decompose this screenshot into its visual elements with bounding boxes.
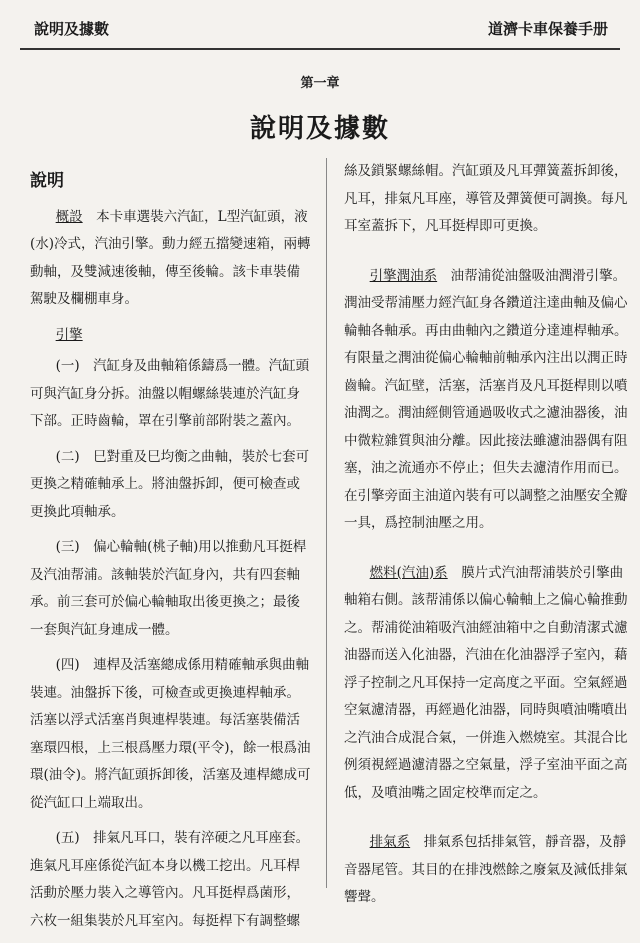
chapter-title: 說明及據數	[249, 114, 390, 144]
exhaust-heading: 排氣系	[369, 834, 411, 850]
overview-text: 本卡車選裝六汽缸，L型汽缸頭，液(水)冷式，汽油引擎。動力經五擋變速箱，兩轉動軸，及雙減速後軸，傳至後輪。該卡車裝備駕駛及欄棚車身。	[30, 208, 311, 307]
running-head-left: 說明及據數	[34, 20, 110, 38]
header-rule	[20, 48, 620, 50]
lubrication-heading: 引擎潤油系	[369, 267, 438, 284]
engine-item-2: (二) 巳對重及巳均衡之曲軸，裝於七套可更換之精確軸承上。將油盤拆卸，便可檢查或更換此項軸承。	[30, 448, 310, 520]
right-column	[344, 158, 634, 920]
fuel-text: 膜片式汽油帮浦裝於引擎曲軸箱右側。該帮浦係以偏心輪軸上之偏心輪推動之。帮浦從油箱吸汽油經油箱中之自動清潔式濾油器而送入化油器，汽油在化油器浮子室內，藉浮子控制之凡耳保持一定高度之平面。空氣經過空氣濾清器，再經過化油器，同時與噴油嘴噴出之汽油合成混合氣，一併進入燃燒室。其混合比例須視經過濾清器之空氣量，浮子室油平面之高低，及噴油嘴之固定校準而定之。	[344, 564, 628, 801]
left-column	[30, 168, 312, 943]
engine-item-5: (五) 排氣凡耳口，裝有淬硬之凡耳座套。進氣凡耳座係從汽缸本身以機工挖出。凡耳桿活動於壓力裝入之導管內。凡耳挺桿爲菌形，六枚一組集裝於凡耳室內。每挺桿下有調整螺	[30, 830, 310, 929]
fuel-paragraph	[344, 560, 634, 808]
valve-continuation: 絲及鎖緊螺絲帽。汽缸頭及凡耳彈簧蓋拆卸後，凡耳，排氣凡耳座，導管及彈簧便可調換。每凡耳室蓋拆下，凡耳挺桿即可更換。	[344, 163, 628, 234]
section-title: 說明	[30, 171, 64, 191]
column-divider	[326, 158, 327, 888]
overview-lead: 概設	[55, 208, 83, 225]
engine-item-4: (四) 連桿及活塞總成係用精確軸承與曲軸裝連。油盤拆下後，可檢查或更換連桿軸承。活塞以浮式活塞肖與連桿裝連。每活塞裝備活塞環四根，上三根爲壓力環(平令)，餘一根爲油環(油令)。將汽缸頭拆卸後，活塞及連桿總成可從汽缸口上端取出。	[30, 657, 311, 811]
page-header	[20, 10, 620, 44]
exhaust-text: 排氣系包括排氣管，靜音器，及靜音器尾管。其目的在排洩燃餘之廢氣及減低排氣響聲。	[344, 834, 628, 905]
exhaust-paragraph	[344, 829, 634, 912]
overview-paragraph	[30, 204, 312, 314]
fuel-heading: 燃料(汽油)系	[369, 564, 448, 581]
chapter-label: 第一章	[300, 76, 340, 91]
engine-heading: 引擎	[55, 326, 83, 343]
lubrication-text: 油帮浦從油盤吸油潤滑引擎。潤油受帮浦壓力經汽缸身各鑽道注達曲軸及偏心輪軸各軸承。再由曲軸內之鑽道分達連桿軸承。有限量之潤油從偏心輪軸前軸承內注出以潤正時齒輪。汽缸壁，活塞，活塞肖及凡耳挺桿則以噴油潤之。潤油經側管通過吸收式之濾油器後，油中微粒雜質與油分離。因此接法雖濾油器偶有阻塞，油之流通亦不停止；但失去濾清作用而已。在引擎旁面主油道內裝有可以調整之油壓安全瓣一具，爲控制油壓之用。	[344, 267, 628, 531]
engine-item-3: (三) 偏心輪軸(桃子軸)用以推動凡耳挺桿及汽油帮浦。該軸裝於汽缸身內，共有四套軸承。前三套可於偏心輪軸取出後更換之；最後一套與汽缸身連成一體。	[30, 539, 307, 638]
engine-item-1: (一) 汽缸身及曲軸箱係鑄爲一體。汽缸頭可與汽缸身分拆。油盤以帽螺絲裝連於汽缸身下部。正時齒輪，罩在引擎前部附裝之蓋內。	[30, 358, 310, 429]
lubrication-paragraph	[344, 263, 634, 538]
running-head-right: 道濟卡車保養手册	[487, 20, 608, 38]
